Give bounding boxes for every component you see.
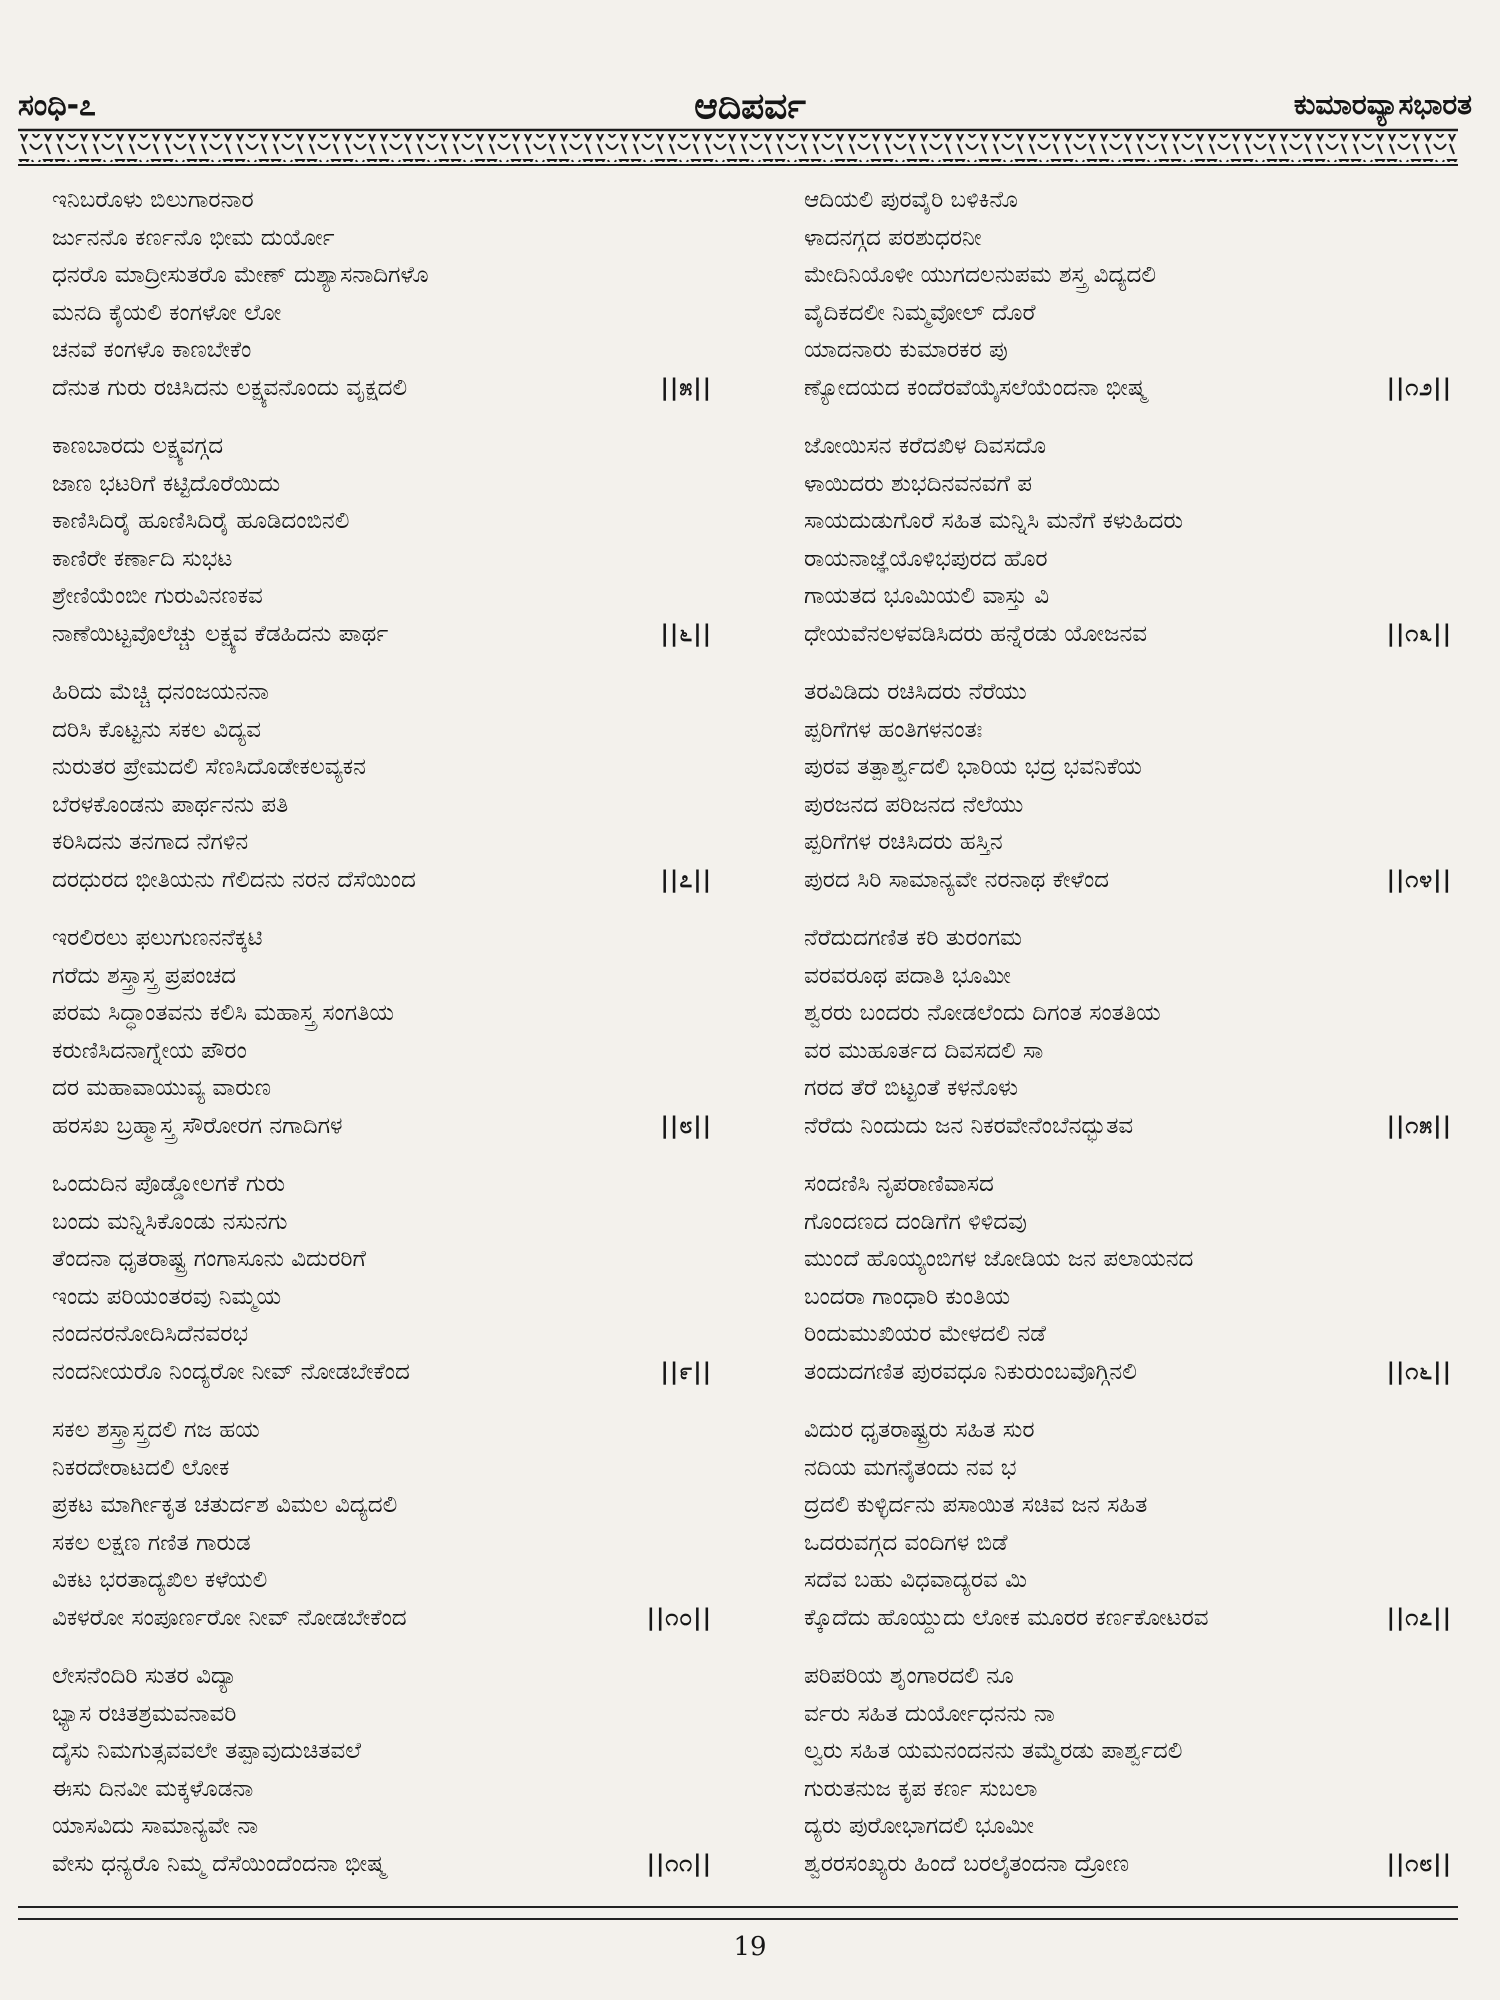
verse-line: ಪುರಜನದ ಪರಿಜನದ ನೆಲೆಯು	[804, 791, 1024, 818]
verse-line: ಸಕಲ ಶಸ್ತ್ರಾಸ್ತ್ರದಲಿ ಗಜ ಹಯ	[52, 1417, 260, 1443]
verse-line: ಬೆರಳಕೊಂಡನು ಪಾರ್ಥನನು ಪತಿ	[52, 791, 289, 818]
verse-number: ||೧೭||	[1386, 1604, 1452, 1631]
verse-line: ಪರಮ ಸಿದ್ಧಾಂತವನು ಕಲಿಸಿ ಮಹಾಸ್ತ್ರ ಸಂಗತಿಯ	[52, 1000, 394, 1027]
verse-line: ದ್ಯರು ಪುರೋಭಾಗದಲಿ ಭೂಮೀ	[804, 1813, 1035, 1840]
verse-line: ಗುರುತನುಜ ಕೃಪ ಕರ್ಣ ಸುಬಲಾ	[804, 1775, 1038, 1802]
verse-line: ಗರದ ತೆರೆ ಬಿಟ್ಟಂತೆ ಕಳನೊಳು	[804, 1075, 1019, 1102]
verse-number: ||೫||	[660, 374, 712, 401]
verse-line: ಸಾಯದುಡುಗೊರೆ ಸಹಿತ ಮನ್ನಿಸಿ ಮನೆಗೆ ಕಳುಹಿದರು	[804, 508, 1183, 535]
verse-number: ||೮||	[660, 1112, 712, 1139]
verse-line: ಕರಿಸಿದನು ತನಗಾದ ನೆಗಳಿನ	[52, 829, 249, 856]
verse-line: ನಾಣೆಯಿಟ್ಟವೊಲೆಚ್ಚು ಲಕ್ಷ್ಯವ ಕೆಡಹಿದನು ಪಾರ್ಥ ||೬||	[52, 616, 712, 654]
verse-line: ದೈಸು ನಿಮಗುತ್ಸವವಲೇ ತಪ್ಪಾವುದುಚಿತವಲೆ	[52, 1738, 362, 1765]
verse-line: ನಂದನರನೋದಿಸಿದೆನವರಭ	[52, 1321, 249, 1348]
verse-line: ಳಾಯಿದರು ಶುಭದಿನವನವಗೆ ಪ	[804, 470, 1032, 497]
book-title: ಕುಮಾರವ್ಯಾಸಭಾರತ	[1293, 88, 1472, 121]
verse-line: ಬಂದು ಮನ್ನಿಸಿಕೊಂಡು ನಸುನಗು	[52, 1208, 288, 1235]
verse-line: ವಿಕಳರೋ ಸಂಪೂರ್ಣರೋ ನೀವ್ ನೋಡಬೇಕೆಂದ ||೧೦||	[52, 1600, 712, 1638]
verse-line: ಧೇಯವೆನಲಳವಡಿಸಿದರು ಹನ್ನೆರಡು ಯೋಜನವ ||೧೩||	[804, 616, 1452, 654]
verse-line: ಮುಂದೆ ಹೊಯ್ಯಂಬಿಗಳ ಜೋಡಿಯ ಜನ ಪಲಾಯನದ	[804, 1246, 1194, 1273]
stanza	[804, 1166, 1452, 1412]
verse-line: ಶ್ವರರು ಬಂದರು ನೋಡಲೆಂದು ದಿಗಂತ ಸಂತತಿಯ	[804, 1000, 1161, 1027]
verse-line: ರ್ಜುನನೊ ಕರ್ಣನೊ ಭೀಮ ದುರ್ಯೋ	[52, 224, 335, 251]
left-column	[52, 182, 712, 1904]
verse-line: ಭ್ಯಾಸ ರಚಿತಶ್ರಮವನಾವರಿ	[52, 1700, 237, 1727]
verse-line: ಲ್ವರು ಸಹಿತ ಯಮನಂದನನು ತಮ್ಮೆರಡು ಪಾರ್ಶ್ವದಲಿ	[804, 1738, 1183, 1765]
verse-line: ಗಾಯತದ ಭೂಮಿಯಲಿ ವಾಸ್ತು ವಿ	[804, 583, 1050, 610]
verse-line: ಧನರೊ ಮಾದ್ರೀಸುತರೊ ಮೇಣ್ ದುಶ್ಯಾಸನಾದಿಗಳೊ	[52, 262, 429, 289]
verse-line: ವಿಕಟ ಭರತಾದ್ಯಖಿಲ ಕಳೆಯಲಿ	[52, 1567, 268, 1594]
verse-line: ನೆರೆದು ನಿಂದುದು ಜನ ನಿಕರವೇನೆಂಬೆನದ್ಭುತವ ||೧೫||	[804, 1108, 1452, 1146]
verse-line: ದರಧುರದ ಭೀತಿಯನು ಗೆಲಿದನು ನರನ ದೆಸೆಯಿಂದ ||೭||	[52, 862, 712, 900]
verse-line: ರಿಂದುಮುಖಿಯರ ಮೇಳದಲಿ ನಡೆ	[804, 1321, 1046, 1348]
verse-line: ಈಸು ದಿನವೀ ಮಕ್ಕಳೊಡನಾ	[52, 1775, 254, 1802]
verse-line: ತೆಂದನಾ ಧೃತರಾಷ್ಟ್ರ ಗಂಗಾಸೂನು ವಿದುರರಿಗೆ	[52, 1246, 366, 1273]
verse-line: ಮನದಿ ಕೈಯಲಿ ಕಂಗಳೋ ಲೋ	[52, 299, 282, 326]
verse-line: ವರ ಮುಹೂರ್ತದ ದಿವಸದಲಿ ಸಾ	[804, 1037, 1044, 1064]
verse-number: ||೧೬||	[1386, 1358, 1452, 1385]
verse-line: ಶ್ರೇಣಿಯೆಂಬೀ ಗುರುವಿನಣಕವ	[52, 583, 263, 610]
verse-line: ಜೋಯಿಸನ ಕರೆದಖಿಳ ದಿವಸದೊ	[804, 433, 1047, 459]
stanza	[52, 1658, 712, 1904]
verse-line: ಹರಸಖ ಬ್ರಹ್ಮಾಸ್ತ್ರ ಸೌರೋರಗ ನಗಾದಿಗಳ ||೮||	[52, 1108, 712, 1146]
verse-number: ||೧೫||	[1386, 1112, 1452, 1139]
stanza	[52, 1412, 712, 1658]
verse-line: ಸಕಲ ಲಕ್ಷಣ ಗಣಿತ ಗಾರುಡ	[52, 1529, 251, 1556]
parva-title: ಆದಿಪರ್ವ	[694, 86, 806, 127]
verse-line: ರಾಯನಾಜ್ಞೆಯೊಳಿಭಪುರದ ಹೊರ	[804, 545, 1048, 572]
verse-line: ಆದಿಯಲಿ ಪುರವೈರಿ ಬಳಿಕಿನೊ	[804, 187, 1018, 213]
verse-line: ಕರುಣಿಸಿದನಾಗ್ನೇಯ ಪೌರಂ	[52, 1037, 247, 1064]
verse-line: ವೇಸು ಧನ್ಯರೊ ನಿಮ್ಮ ದೆಸೆಯಿಂದೆಂದನಾ ಭೀಷ್ಮ ||೧೧||	[52, 1846, 712, 1884]
verse-number: ||೧೮||	[1386, 1850, 1452, 1877]
verse-line: ನದಿಯ ಮಗನೈತಂದು ನವ ಭ	[804, 1454, 1017, 1481]
verse-line: ಚನವೆ ಕಂಗಳೊ ಕಾಣಬೇಕೆಂ	[52, 337, 252, 364]
verse-line: ಒದರುವಗ್ಗದ ವಂದಿಗಳ ಬಿಡೆ	[804, 1529, 1008, 1556]
verse-line: ಪುರವ ತತ್ಪಾರ್ಶ್ವದಲಿ ಭಾರಿಯ ಭದ್ರ ಭವನಿಕೆಯ	[804, 754, 1142, 781]
page-number: 19	[733, 1932, 767, 1962]
verse-line: ರ್ವರು ಸಹಿತ ದುರ್ಯೋಧನನು ನಾ	[804, 1700, 1055, 1727]
verse-line: ಪ್ಪರಿಗೆಗಳ ಹಂತಿಗಳನಂತಃ	[804, 716, 983, 743]
verse-number: ||೧೦||	[646, 1604, 712, 1631]
verse-line: ವಿದುರ ಧೃತರಾಷ್ಟ್ರರು ಸಹಿತ ಸುರ	[804, 1417, 1035, 1443]
verse-line: ಜಾಣ ಭಟರಿಗೆ ಕಟ್ಟಿದೊರೆಯಿದು	[52, 470, 281, 497]
right-column	[804, 182, 1452, 1904]
verse-line: ನುರುತರ ಪ್ರೇಮದಲಿ ಸೆಣಸಿದೊಡೇಕಲವ್ಯಕನ	[52, 754, 366, 781]
verse-line: ಯಾಸವಿದು ಸಾಮಾನ್ಯವೇ ನಾ	[52, 1813, 259, 1840]
verse-line: ಕಾಣಿಸಿದಿರೈ ಹೂಣಿಸಿದಿರೈ ಹೂಡಿದಂಬಿನಲಿ	[52, 508, 350, 535]
verse-line: ಗೊಂದಣದ ದಂಡಿಗೆಗ ಳಿಳಿದವು	[804, 1208, 1027, 1235]
verse-line: ದ್ರದಲಿ ಕುಳ್ಳಿರ್ದನು ಪಸಾಯಿತ ಸಚಿವ ಜನ ಸಹಿತ	[804, 1492, 1148, 1519]
verse-number: ||೬||	[660, 620, 712, 647]
verse-line: ದೆನುತ ಗುರು ರಚಿಸಿದನು ಲಕ್ಷ್ಯವನೊಂದು ವೃಕ್ಷದಲಿ ||೫||	[52, 370, 712, 408]
verse-line: ಸಂದಣಿಸಿ ನೃಪರಾಣಿವಾಸದ	[804, 1171, 994, 1197]
verse-line: ಣ್ಯೋದಯದ ಕಂದೆರವೆಯೈಸಲೆಯೆಂದನಾ ಭೀಷ್ಮ ||೧೨||	[804, 370, 1452, 408]
stanza	[52, 920, 712, 1166]
verse-line: ಳಾದನಗ್ಗದ ಪರಶುಧರನೀ	[804, 224, 982, 251]
stanza	[804, 182, 1452, 428]
stanza	[52, 182, 712, 428]
verse-line: ಲೇಸನೆಂದಿರಿ ಸುತರ ವಿದ್ಯಾ	[52, 1663, 238, 1689]
verse-line: ಪ್ರಕಟ ಮಾರ್ಗೀಕೃತ ಚತುರ್ದಶ ವಿಮಲ ವಿದ್ಯದಲಿ	[52, 1492, 398, 1519]
stanza	[804, 428, 1452, 674]
stanza	[804, 674, 1452, 920]
verse-line: ನೆರೆದುದಗಣಿತ ಕರಿ ತುರಂಗಮ	[804, 925, 1023, 951]
stanza	[804, 1658, 1452, 1904]
verse-line: ಪರಿಪರಿಯ ಶೃಂಗಾರದಲಿ ನೂ	[804, 1663, 1014, 1689]
sandhi-label: ಸಂಧಿ-೭	[18, 88, 96, 123]
verse-line: ನಂದನೀಯರೊ ನಿಂದ್ಯರೋ ನೀವ್ ನೋಡಬೇಕೆಂದ ||೯||	[52, 1354, 712, 1392]
verse-line: ಒಂದುದಿನ ಪೊಡ್ಡೋಲಗಕೆ ಗುರು	[52, 1171, 286, 1197]
verse-line: ತಂದುದಗಣಿತ ಪುರವಧೂ ನಿಕುರುಂಬವೊಗ್ಗಿನಲಿ ||೧೬||	[804, 1354, 1452, 1392]
stanza	[804, 920, 1452, 1166]
verse-line: ಮೇದಿನಿಯೊಳೀ ಯುಗದಲನುಪಮ ಶಸ್ತ್ರ ವಿದ್ಯದಲಿ	[804, 262, 1157, 289]
verse-number: ||೧೨||	[1386, 374, 1452, 401]
verse-line: ಶ್ವರರಸಂಖ್ಯರು ಹಿಂದೆ ಬರಲೈತಂದನಾ ದ್ರೋಣ ||೧೮||	[804, 1846, 1452, 1884]
verse-line: ಬಂದರಾ ಗಾಂಧಾರಿ ಕುಂತಿಯ	[804, 1283, 1011, 1310]
verse-line: ಪ್ಪರಿಗೆಗಳ ರಚಿಸಿದರು ಹಸ್ತಿನ	[804, 829, 1003, 856]
verse-line: ಕಾಣಿರೇ ಕರ್ಣಾದಿ ಸುಭಟ	[52, 545, 233, 572]
verse-line: ತರವಿಡಿದು ರಚಿಸಿದರು ನೆರೆಯು	[804, 679, 1027, 705]
verse-line: ಯಾದನಾರು ಕುಮಾರಕರ ಪು	[804, 337, 1008, 364]
ornamental-border	[18, 128, 1458, 168]
verse-line: ದರಿಸಿ ಕೊಟ್ಟನು ಸಕಲ ವಿದ್ಯವ	[52, 716, 261, 743]
verse-line: ಗರೆದು ಶಸ್ತ್ರಾಸ್ತ್ರ ಪ್ರಪಂಚದ	[52, 962, 237, 989]
verse-number: ||೧೪||	[1386, 866, 1452, 893]
verse-line: ಕಾಣಬಾರದು ಲಕ್ಷ್ಯವಗ್ಗದ	[52, 433, 224, 459]
verse-line: ಹಿರಿದು ಮೆಚ್ಚಿ ಧನಂಜಯನನಾ	[52, 679, 269, 705]
verse-line: ಪುರದ ಸಿರಿ ಸಾಮಾನ್ಯವೇ ನರನಾಥ ಕೇಳೆಂದ ||೧೪||	[804, 862, 1452, 900]
page-header	[0, 78, 1500, 128]
verse-line: ವೈದಿಕದಲೀ ನಿಮ್ಮವೋಲ್ ದೊರೆ	[804, 299, 1036, 326]
stanza	[52, 674, 712, 920]
verse-line: ಇಂದು ಪರಿಯಂತರವು ನಿಮ್ಮಯ	[52, 1283, 282, 1310]
verse-line: ಇರಲಿರಲು ಫಲುಗುಣನನೆಕ್ಕಟಿ	[52, 925, 263, 951]
verse-line: ಇನಿಬರೊಳು ಬಿಲುಗಾರನಾರ	[52, 187, 254, 213]
footer-rule	[18, 1906, 1458, 1920]
verse-line: ಕ್ಕೊದೆದು ಹೊಯ್ದುದು ಲೋಕ ಮೂರರ ಕರ್ಣಕೋಟರವ ||೧೭||	[804, 1600, 1452, 1638]
verse-line: ದರ ಮಹಾವಾಯುವ್ಯ ವಾರುಣ	[52, 1075, 272, 1102]
verse-line: ವರವರೂಥ ಪದಾತಿ ಭೂಮೀ	[804, 962, 1011, 989]
verse-number: ||೯||	[660, 1358, 712, 1385]
verse-number: ||೧೧||	[646, 1850, 712, 1877]
verse-number: ||೧೩||	[1386, 620, 1452, 647]
stanza	[52, 1166, 712, 1412]
stanza	[52, 428, 712, 674]
verse-line: ನಿಕರದೇರಾಟದಲಿ ಲೋಕ	[52, 1454, 230, 1481]
verse-line: ಸದೆವ ಬಹು ವಿಧವಾದ್ಯರವ ಮಿ	[804, 1567, 1028, 1594]
verse-number: ||೭||	[660, 866, 712, 893]
stanza	[804, 1412, 1452, 1658]
